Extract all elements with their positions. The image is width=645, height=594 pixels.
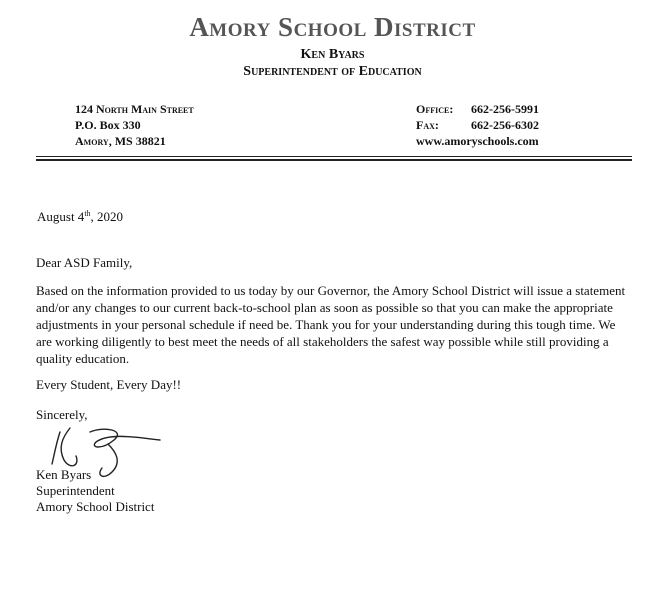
signature-organization: Amory School District xyxy=(36,499,155,514)
date-day: August 4 xyxy=(37,209,85,224)
website[interactable]: www.amoryschools.com xyxy=(416,134,539,148)
address-po-box: P.O. Box 330 xyxy=(75,118,141,132)
fax-phone: 662-256-6302 xyxy=(471,118,539,132)
officer-name: Ken Byars xyxy=(300,47,365,62)
district-name: Amory School District xyxy=(189,12,476,42)
salutation: Dear ASD Family, xyxy=(36,255,133,270)
address-city: Amory, MS 38821 xyxy=(75,134,166,148)
contact-info xyxy=(416,101,539,149)
header-divider-top xyxy=(36,156,632,157)
motto: Every Student, Every Day!! xyxy=(36,377,182,392)
date-year: , 2020 xyxy=(90,209,124,224)
letter-date xyxy=(37,208,123,225)
fax-line xyxy=(416,117,539,133)
date-suffix: th xyxy=(84,209,91,218)
office-phone: 662-256-5991 xyxy=(471,102,539,116)
header-divider-bottom xyxy=(36,159,632,161)
letter-body: Based on the information provided to us today by our Governor, the Amory School District will issue a statement and/or any changes to our current back-to-school plan as soon as possible so that you can make the appropriate adjustments in your personal schedule if need be. Thank you for your understanding during this tough time. We are working diligently to best meet the needs of all stakeholders the safest way possible while still providing a quality education. xyxy=(36,283,626,366)
office-line xyxy=(416,101,539,117)
address-street: 124 North Main Street xyxy=(75,102,194,116)
closing: Sincerely, xyxy=(36,407,88,422)
officer-title: Superintendent of Education xyxy=(243,64,422,79)
signature-title: Superintendent xyxy=(36,483,115,498)
mailing-address xyxy=(75,101,194,149)
signature-name: Ken Byars xyxy=(36,467,92,482)
fax-label: Fax: xyxy=(416,118,439,132)
office-label: Office: xyxy=(416,102,454,116)
